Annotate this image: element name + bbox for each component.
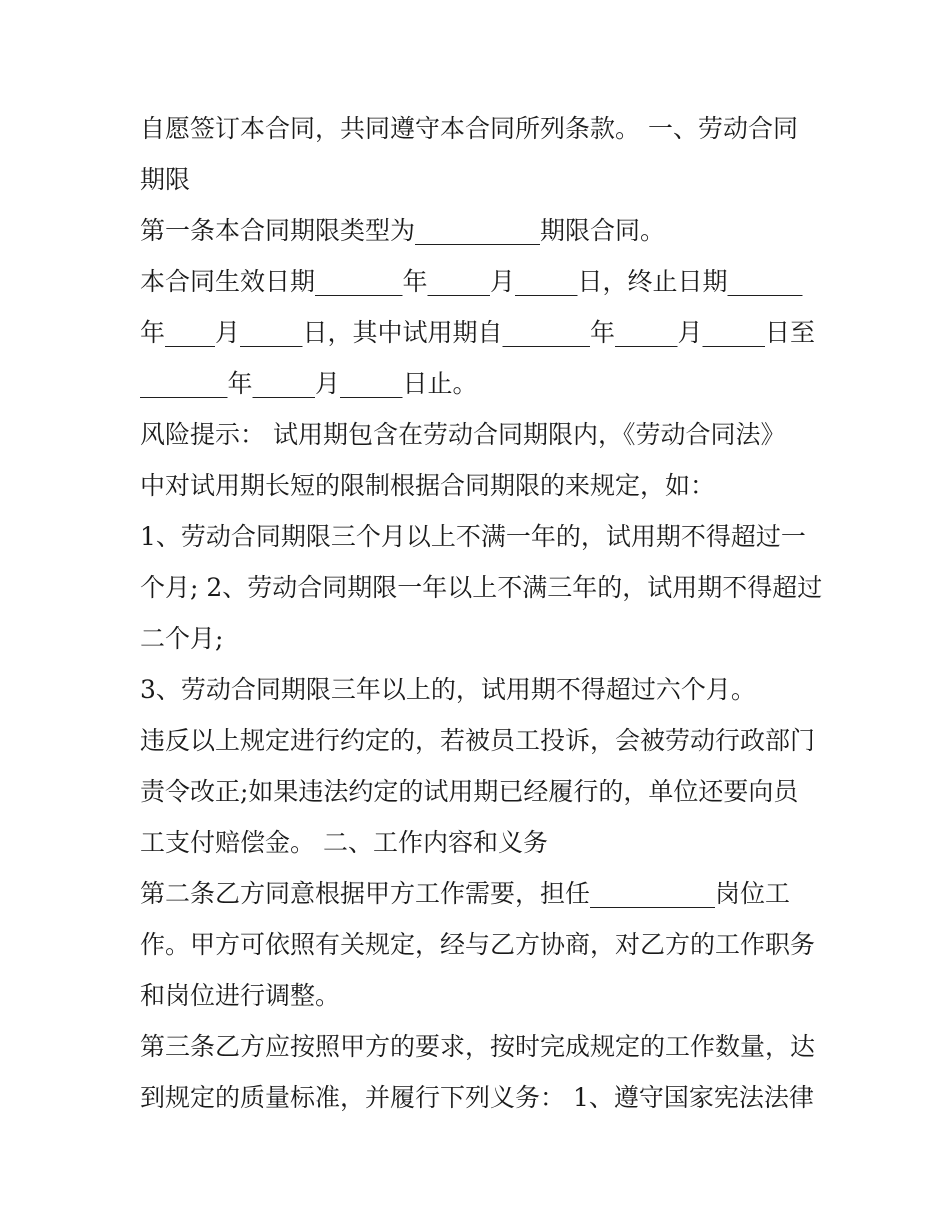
text-line: 风险提示： 试用期包含在劳动合同期限内，《劳动合同法》 <box>140 420 786 449</box>
text-line: 到规定的质量标准，并履行下列义务： 1、遵守国家宪法法律 <box>140 1083 814 1112</box>
text-line: 作。甲方可依照有关规定，经与乙方协商，对乙方的工作职务 <box>140 930 816 959</box>
text-line: 中对试用期长短的限制根据合同期限的来规定，如： <box>140 471 716 500</box>
text-line: 本合同生效日期_______年_____月_____日，终止日期______ <box>140 267 803 296</box>
text-line: 第一条本合同期限类型为__________期限合同。 <box>140 216 666 245</box>
text-line: 责令改正;如果违法约定的试用期已经履行的，单位还要向员 <box>140 777 799 806</box>
text-line: 工支付赔偿金。 二、工作内容和义务 <box>140 828 548 857</box>
text-line: 违反以上规定进行约定的，若被员工投诉，会被劳动行政部门 <box>140 726 816 755</box>
text-line: 期限 <box>140 165 191 194</box>
text-line: 3、劳动合同期限三年以上的，试用期不得超过六个月。 <box>140 675 756 704</box>
text-line: _______年_____月_____日止。 <box>140 369 478 398</box>
text-line: 二个月; <box>140 624 224 653</box>
text-line: 1、劳动合同期限三个月以上不满一年的，试用期不得超过一 <box>140 522 806 551</box>
text-line: 个月; 2、劳动合同期限一年以上不满三年的，试用期不得超过 <box>140 573 823 602</box>
text-line: 和岗位进行调整。 <box>140 981 341 1010</box>
text-line: 第二条乙方同意根据甲方工作需要，担任__________岗位工 <box>140 879 791 908</box>
text-line: 第三条乙方应按照甲方的要求，按时完成规定的工作数量，达 <box>140 1032 816 1061</box>
text-line: 年____月_____日，其中试用期自_______年_____月_____日至 <box>140 318 816 347</box>
text-line: 自愿签订本合同，共同遵守本合同所列条款。 一、劳动合同 <box>140 114 798 143</box>
